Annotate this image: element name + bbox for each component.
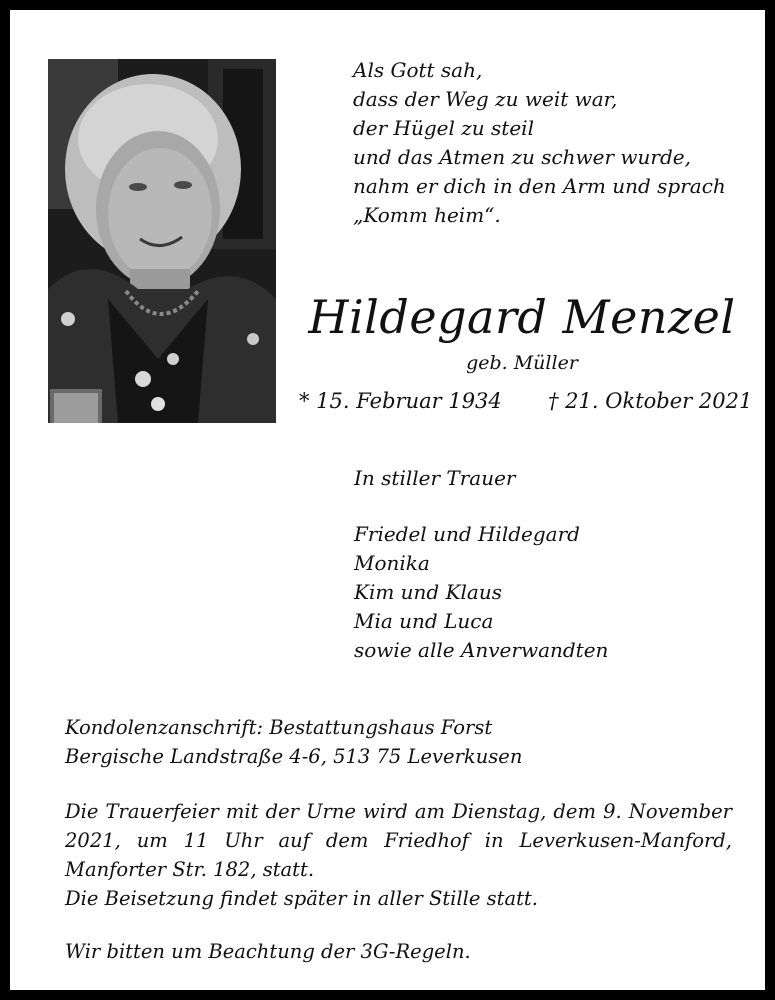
- mourner-name: Mia und Luca: [354, 609, 494, 633]
- death-date: † 21. Oktober 2021: [548, 389, 753, 413]
- poem-line: dass der Weg zu weit war,: [353, 87, 618, 111]
- mourners-list: [354, 520, 608, 665]
- service-details: [65, 797, 732, 913]
- condolence-line: Kondolenzanschrift: Bestattungshaus Forst: [65, 716, 493, 739]
- service-line: 2021, um 11 Uhr auf dem Friedhof in Leverkusen-Manford,: [65, 829, 732, 852]
- mourner-name: Friedel und Hildegard: [354, 522, 580, 546]
- portrait-photo: [48, 59, 276, 423]
- poem-line: Als Gott sah,: [353, 58, 483, 82]
- maiden-name: geb. Müller: [466, 352, 578, 374]
- mourning-intro: In stiller Trauer: [354, 466, 516, 490]
- portrait-image: [48, 59, 276, 423]
- condolence-line: Bergische Landstraße 4-6, 513 75 Leverkusen: [65, 745, 523, 768]
- mourner-name: sowie alle Anverwandten: [354, 638, 609, 662]
- mourner-name: Monika: [354, 551, 430, 575]
- condolence-address: [65, 713, 732, 771]
- poem-line: und das Atmen zu schwer wurde,: [353, 145, 691, 169]
- poem-line: nahm er dich in den Arm und sprach: [353, 174, 726, 198]
- birth-date: * 15. Februar 1934: [299, 389, 502, 413]
- poem-line: „Komm heim“.: [353, 203, 501, 227]
- poem-line: der Hügel zu steil: [353, 116, 534, 140]
- poem: [353, 56, 726, 230]
- covid-notice: Wir bitten um Beachtung der 3G-Regeln.: [65, 940, 471, 963]
- mourner-name: Kim und Klaus: [354, 580, 502, 604]
- service-line: Die Trauerfeier mit der Urne wird am Dienstag, dem 9. November: [65, 800, 732, 823]
- service-line: Manforter Str. 182, statt.: [65, 858, 315, 881]
- deceased-name: Hildegard Menzel: [308, 290, 736, 344]
- service-line: Die Beisetzung findet später in aller Stille statt.: [65, 887, 538, 910]
